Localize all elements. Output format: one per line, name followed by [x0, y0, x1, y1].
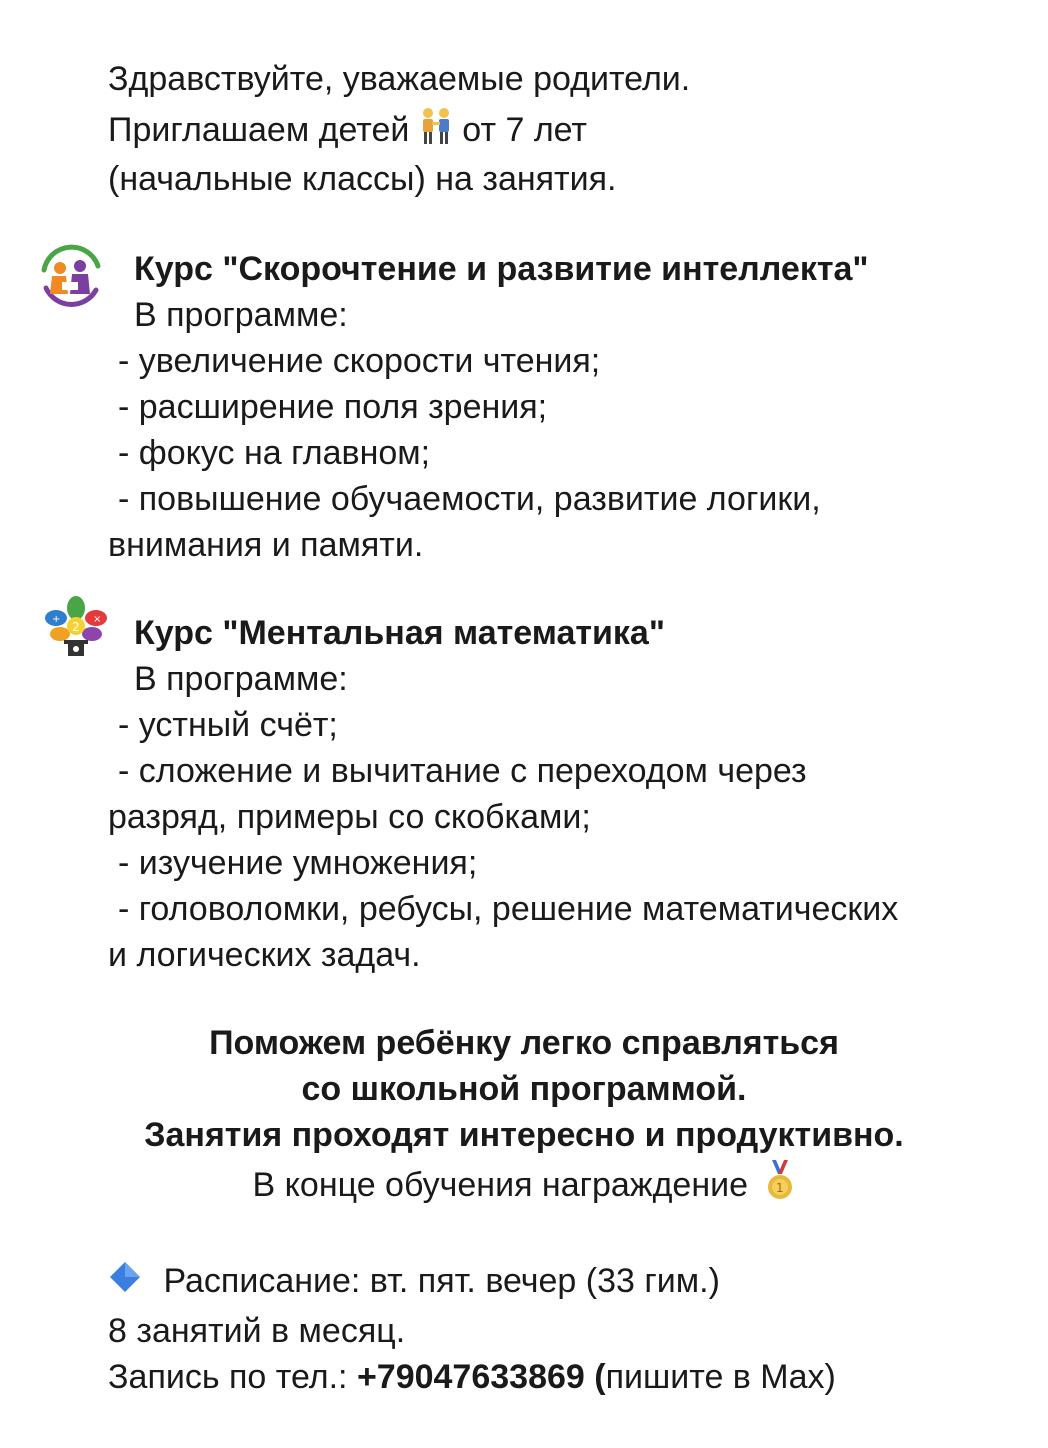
- phone-number[interactable]: +79047633869: [356, 1358, 585, 1396]
- svg-text:+: +: [52, 614, 61, 625]
- course1-item: - повышение обучаемости, развитие логики,: [118, 480, 821, 518]
- svg-text:×: ×: [93, 614, 102, 625]
- course2-title: Курс "Ментальная математика": [134, 614, 665, 652]
- course2-item: - головоломки, ребусы, решение математических: [118, 890, 899, 928]
- reading-children-icon: [36, 244, 106, 326]
- signup-prefix: Запись по тел.:: [108, 1358, 357, 1396]
- promo-line-1: Поможем ребёнку легко справляться: [209, 1024, 839, 1062]
- target-audience-text: (начальные классы) на занятия.: [108, 160, 617, 198]
- children-icon: [419, 106, 453, 158]
- course1-title: Курс "Скорочтение и развитие интеллекта": [134, 250, 869, 288]
- invitation-text: [108, 106, 587, 158]
- greeting-text: Здравствуйте, уважаемые родители.: [108, 60, 691, 98]
- paren-open: (: [584, 1358, 606, 1396]
- award-text: В конце обучения награждение: [252, 1165, 749, 1204]
- schedule-text: Расписание: вт. пят. вечер (33 гим.): [163, 1262, 720, 1300]
- signup-line: [108, 1354, 836, 1400]
- promo-line-4: [0, 1160, 1048, 1214]
- promo-line-3: Занятия проходят интересно и продуктивно.: [144, 1116, 904, 1154]
- invitation-text-start: Приглашаем детей: [108, 110, 410, 149]
- course2-program-label: В программе:: [134, 660, 348, 698]
- course2-item: - сложение и вычитание с переходом через: [118, 752, 807, 790]
- blue-diamond-icon: [108, 1260, 142, 1306]
- svg-text:1: 1: [776, 1181, 785, 1195]
- course1-program-label: В программе:: [134, 296, 348, 334]
- promo-line-2: со школьной программой.: [301, 1070, 747, 1108]
- course2-item: - устный счёт;: [118, 706, 338, 744]
- schedule-line: [108, 1258, 720, 1306]
- course1-item: - расширение поля зрения;: [118, 388, 548, 426]
- course1-item: внимания и памяти.: [108, 526, 424, 564]
- course2-item: - изучение умножения;: [118, 844, 478, 882]
- course1-item: - фокус на главном;: [118, 434, 431, 472]
- signup-suffix: пишите в Max): [605, 1358, 836, 1396]
- course1-item: - увеличение скорости чтения;: [118, 342, 601, 380]
- svg-text:2: 2: [72, 620, 80, 634]
- lessons-per-month-text: 8 занятий в месяц.: [108, 1312, 406, 1350]
- invitation-text-end: от 7 лет: [462, 110, 588, 149]
- math-flower-icon: [38, 592, 114, 676]
- course2-item: и логических задач.: [108, 936, 421, 974]
- course2-item: разряд, примеры со скобками;: [108, 798, 591, 836]
- medal-icon: [765, 1160, 795, 1214]
